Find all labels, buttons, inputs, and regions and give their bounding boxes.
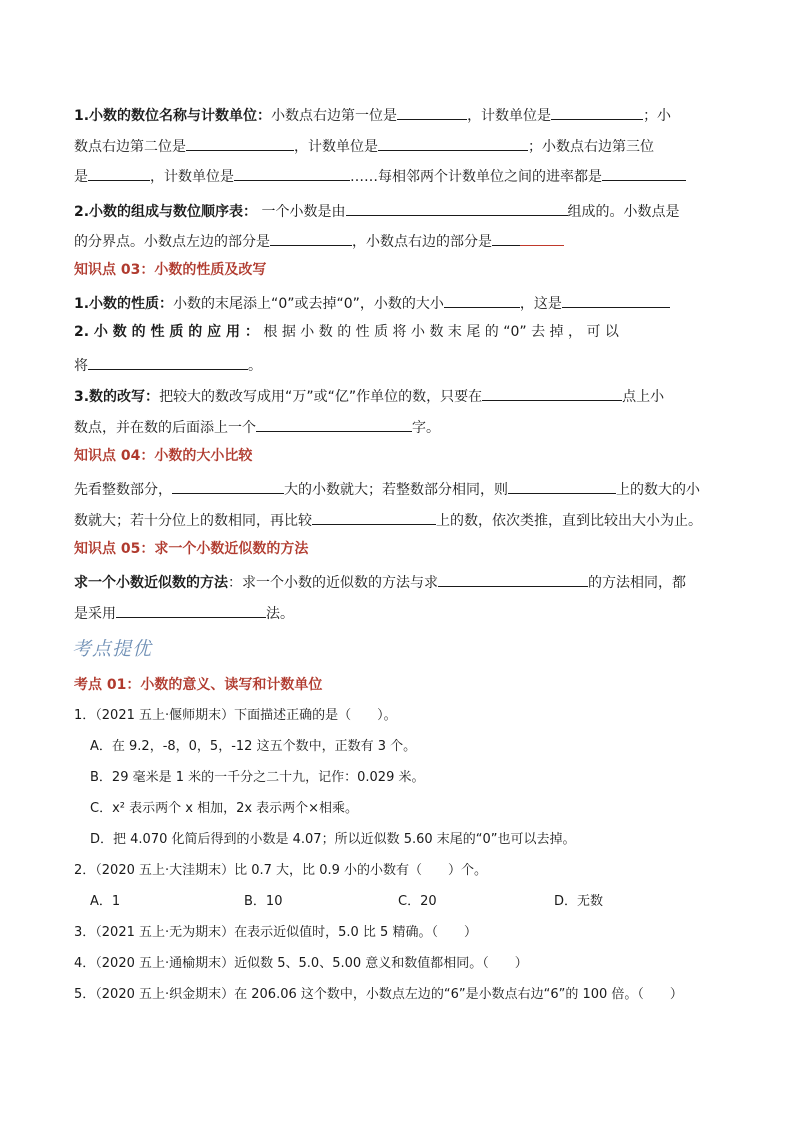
k5-line-2: 是采用 法。 — [74, 602, 722, 623]
section-heading-04: 知识点 04：小数的大小比较 — [74, 448, 253, 464]
exam-script-heading: 考点提优 — [72, 638, 153, 660]
section-heading-03: 知识点 03：小数的性质及改写 — [74, 262, 267, 278]
blank[interactable] — [492, 230, 520, 246]
question-2-option-a[interactable]: A．1 — [90, 894, 121, 909]
p1-line-3: 是 ，计数单位是 ……每相邻两个计数单位之间的进率都是 — [74, 165, 722, 186]
blank[interactable] — [186, 135, 294, 151]
blank-red[interactable] — [520, 230, 564, 246]
blank[interactable] — [378, 135, 528, 151]
blank[interactable] — [270, 230, 352, 246]
blank[interactable] — [172, 478, 284, 494]
section-heading-05: 知识点 05：求一个小数近似数的方法 — [74, 541, 309, 557]
question-5: 5．（2020 五上·织金期末）在 206.06 这个数中，小数点左边的“6”是小数点右边“6”的 100 倍。（ ） — [74, 987, 683, 1002]
question-1: 1．（2021 五上·偃师期末）下面描述正确的是（ ）。 — [74, 708, 397, 723]
p1-line-1: 1.小数的数位名称与计数单位：小数点右边第一位是 ，计数单位是 ；小 — [74, 104, 722, 125]
blank[interactable] — [312, 509, 436, 525]
k3-line-1: 1.小数的性质：小数的末尾添上“0”或去掉“0”，小数的大小 ，这是 — [74, 292, 722, 313]
question-1-option-c[interactable]: C．x² 表示两个 x 相加，2x 表示两个×相乘。 — [90, 801, 359, 816]
k3-line-3: 将 。 — [74, 354, 722, 375]
blank[interactable] — [444, 292, 520, 308]
blank[interactable] — [438, 571, 588, 587]
question-2: 2．（2020 五上·大洼期末）比 0.7 大，比 0.9 小的小数有（ ）个。 — [74, 863, 487, 878]
question-2-option-b[interactable]: B．10 — [244, 894, 283, 909]
question-1-option-b[interactable]: B．29 毫米是 1 米的一千分之二十九，记作：0.029 米。 — [90, 770, 425, 785]
blank[interactable] — [116, 602, 266, 618]
blank[interactable] — [88, 354, 248, 370]
blank[interactable] — [482, 385, 622, 401]
k3-line-5: 数点，并在数的后面添上一个 字。 — [74, 416, 722, 437]
blank[interactable] — [346, 200, 568, 216]
blank[interactable] — [256, 416, 412, 432]
blank[interactable] — [562, 292, 670, 308]
k3-line-4: 3.数的改写：把较大的数改写成用“万”或“亿”作单位的数，只要在 点上小 — [74, 385, 722, 406]
question-2-option-d[interactable]: D．无数 — [554, 894, 604, 909]
k4-line-1: 先看整数部分， 大的小数就大；若整数部分相同，则 上的数大的小 — [74, 478, 722, 499]
p2-line-1: 2.小数的组成与数位顺序表： 一个小数是由 组成的。小数点是 — [74, 200, 722, 221]
blank[interactable] — [88, 165, 150, 181]
blank[interactable] — [508, 478, 616, 494]
question-1-option-a[interactable]: A．在 9.2，-8，0，5，-12 这五个数中，正数有 3 个。 — [90, 739, 417, 754]
question-4: 4．（2020 五上·通榆期末）近似数 5、5.0、5.00 意义和数值都相同。（ ） — [74, 956, 528, 971]
p2-line-2: 的分界点。小数点左边的部分是 ，小数点右边的部分是 — [74, 230, 722, 251]
k3-line-2: 2. 小 数 的 性 质 的 应 用 ： 根 据 小 数 的 性 质 将 小 数 末 尾 的 “0” 去 掉 ， 可 以 — [74, 324, 619, 340]
question-3: 3．（2021 五上·无为期末）在表示近似值时，5.0 比 5 精确。（ ） — [74, 925, 477, 940]
p1-line-2: 数点右边第二位是 ，计数单位是 ；小数点右边第三位 — [74, 135, 722, 156]
question-2-option-c[interactable]: C．20 — [398, 894, 437, 909]
blank[interactable] — [397, 104, 467, 120]
blank[interactable] — [602, 165, 686, 181]
k5-line-1: 求一个小数近似数的方法：求一个小数的近似数的方法与求 的方法相同，都 — [74, 571, 722, 592]
exam-heading-01: 考点 01：小数的意义、读写和计数单位 — [74, 677, 323, 693]
blank[interactable] — [551, 104, 643, 120]
question-1-option-d[interactable]: D．把 4.070 化简后得到的小数是 4.07；所以近似数 5.60 末尾的“0”也可以去掉。 — [90, 832, 576, 847]
blank[interactable] — [234, 165, 350, 181]
k4-line-2: 数就大；若十分位上的数相同，再比较 上的数，依次类推，直到比较出大小为止。 — [74, 509, 722, 530]
